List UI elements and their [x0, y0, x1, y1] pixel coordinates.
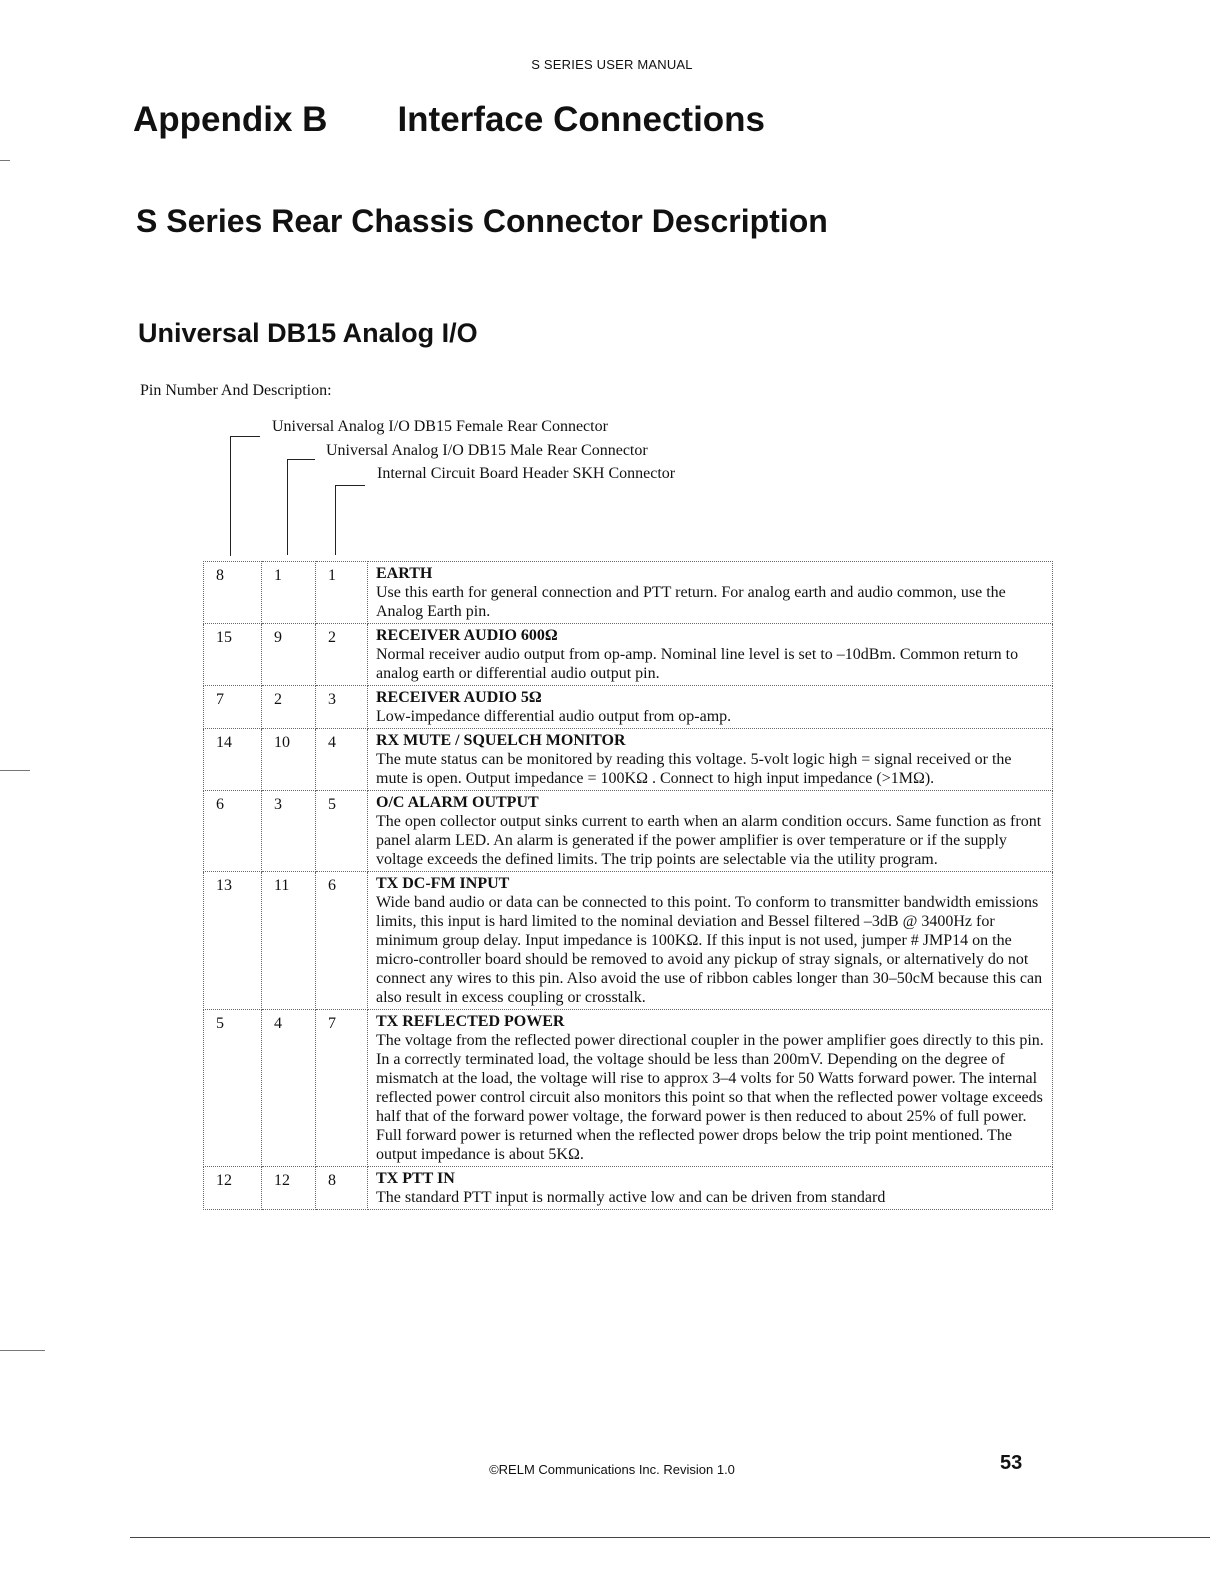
pin-female-number: 8: [204, 562, 262, 624]
bottom-rule: [130, 1537, 1210, 1538]
signal-text: Low-impedance differential audio output from op-amp.: [376, 708, 732, 725]
pin-female-number: 6: [204, 791, 262, 872]
pin-description: [368, 686, 1053, 729]
pin-male-number: 3: [262, 791, 316, 872]
signal-text: Wide band audio or data can be connected to this point. To conform to transmitter bandwidth emissions limits, this input is hard limited to the nominal deviation and Bessel filtered –3dB @ 3400Hz for minimum group delay. Input impedance is 100KΩ. If this input is not used, jumper # JMP14 on the micro-controller board should be removed to avoid any pickup of stray signals, or alternatively do not connect any wires to this pin. Also avoid the use of ribbon cables longer than 30–50cM because this can also result in excess coupling or crosstalk.: [376, 894, 1043, 1006]
pin-male-number: 12: [262, 1167, 316, 1210]
pin-male-number: 2: [262, 686, 316, 729]
signal-text: The open collector output sinks current to earth when an alarm condition occurs. Same function as front panel alarm LED. An alarm is generated if the power amplifier is over temperature or if the supply voltage exceeds the defined limits. The trip points are selectable via the utility program.: [376, 813, 1042, 868]
pin-male-number: 1: [262, 562, 316, 624]
signal-name: O/C ALARM OUTPUT: [376, 794, 539, 811]
section-title: S Series Rear Chassis Connector Description: [136, 203, 828, 239]
pin-header-number: 2: [316, 624, 368, 686]
legend-bracket-3-vertical: [335, 485, 336, 555]
subsection-title: Universal DB15 Analog I/O: [138, 318, 478, 348]
legend-female-connector: Universal Analog I/O DB15 Female Rear Connector: [272, 418, 608, 435]
signal-name: TX DC-FM INPUT: [376, 875, 510, 892]
appendix-name: Interface Connections: [397, 100, 766, 139]
pin-description: [368, 729, 1053, 791]
signal-name: RECEIVER AUDIO 5Ω: [376, 689, 542, 706]
pin-female-number: 13: [204, 872, 262, 1010]
legend-bracket-3-horizontal: [335, 485, 365, 486]
margin-mark-top: [0, 160, 10, 161]
pin-description: [368, 562, 1053, 624]
pin-female-number: 14: [204, 729, 262, 791]
pin-intro-label: Pin Number And Description:: [140, 382, 332, 399]
signal-text: Normal receiver audio output from op-amp. Nominal line level is set to –10dBm. Common return to analog earth or differential audio output pin.: [376, 646, 1019, 682]
pin-row: [204, 624, 1053, 686]
pin-male-number: 10: [262, 729, 316, 791]
pin-header-number: 1: [316, 562, 368, 624]
pin-table: [203, 561, 1053, 1210]
pin-row: [204, 791, 1053, 872]
pin-row: [204, 686, 1053, 729]
pin-female-number: 5: [204, 1010, 262, 1167]
pin-header-number: 7: [316, 1010, 368, 1167]
pin-header-number: 4: [316, 729, 368, 791]
pin-header-number: 5: [316, 791, 368, 872]
legend-header-connector: Internal Circuit Board Header SKH Connector: [377, 465, 676, 482]
pin-female-number: 15: [204, 624, 262, 686]
signal-text: Use this earth for general connection and PTT return. For analog earth and audio common, use the Analog Earth pin.: [376, 584, 1006, 620]
pin-row: [204, 872, 1053, 1010]
pin-row: [204, 729, 1053, 791]
pin-female-number: 12: [204, 1167, 262, 1210]
pin-row: [204, 1010, 1053, 1167]
page-number: 53: [1000, 1452, 1023, 1474]
appendix-label: Appendix B: [133, 100, 328, 139]
pin-header-number: 6: [316, 872, 368, 1010]
pin-female-number: 7: [204, 686, 262, 729]
appendix-title: [133, 100, 765, 140]
pin-male-number: 4: [262, 1010, 316, 1167]
signal-text: The mute status can be monitored by reading this voltage. 5-volt logic high = signal received or the mute is open. Output impedance = 100KΩ . Connect to high input impedance (>1MΩ).: [376, 751, 1012, 787]
pin-header-number: 8: [316, 1167, 368, 1210]
margin-mark-bottom: [0, 1350, 45, 1351]
signal-text: The voltage from the reflected power directional coupler in the power amplifier goes directly to this pin. In a correctly terminated load, the voltage should be less than 200mV. Depending on the degree of mismatch at the load, the voltage will rise to approx 3–4 volts for 50 Watts forward power. The internal reflected power control circuit also monitors this point so that when the reflected power voltage exceeds half that of the forward power voltage, the forward power is then reduced to about 25% of full power. Full forward power is returned when the reflected power drops below the trip point mentioned. The output impedance is about 5KΩ.: [376, 1032, 1044, 1163]
legend-bracket-2-horizontal: [287, 459, 315, 460]
pin-male-number: 11: [262, 872, 316, 1010]
footer-copyright: ©RELM Communications Inc. Revision 1.0: [489, 1462, 735, 1477]
margin-mark-middle: [0, 770, 30, 771]
legend-bracket-1-horizontal: [230, 436, 260, 437]
pin-description: [368, 1167, 1053, 1210]
running-header: S SERIES USER MANUAL: [531, 57, 693, 72]
legend-bracket-1-vertical: [230, 436, 231, 556]
pin-header-number: 3: [316, 686, 368, 729]
signal-name: TX PTT IN: [376, 1170, 455, 1187]
signal-name: TX REFLECTED POWER: [376, 1013, 565, 1030]
pin-description: [368, 872, 1053, 1010]
pin-male-number: 9: [262, 624, 316, 686]
signal-name: RX MUTE / SQUELCH MONITOR: [376, 732, 626, 749]
signal-text: The standard PTT input is normally active low and can be driven from standard: [376, 1189, 886, 1206]
signal-name: RECEIVER AUDIO 600Ω: [376, 627, 558, 644]
pin-description: [368, 791, 1053, 872]
pin-row: [204, 1167, 1053, 1210]
legend-bracket-2-vertical: [287, 459, 288, 555]
pin-row: [204, 562, 1053, 624]
legend-male-connector: Universal Analog I/O DB15 Male Rear Connector: [326, 442, 648, 459]
pin-description: [368, 1010, 1053, 1167]
signal-name: EARTH: [376, 565, 433, 582]
pin-description: [368, 624, 1053, 686]
